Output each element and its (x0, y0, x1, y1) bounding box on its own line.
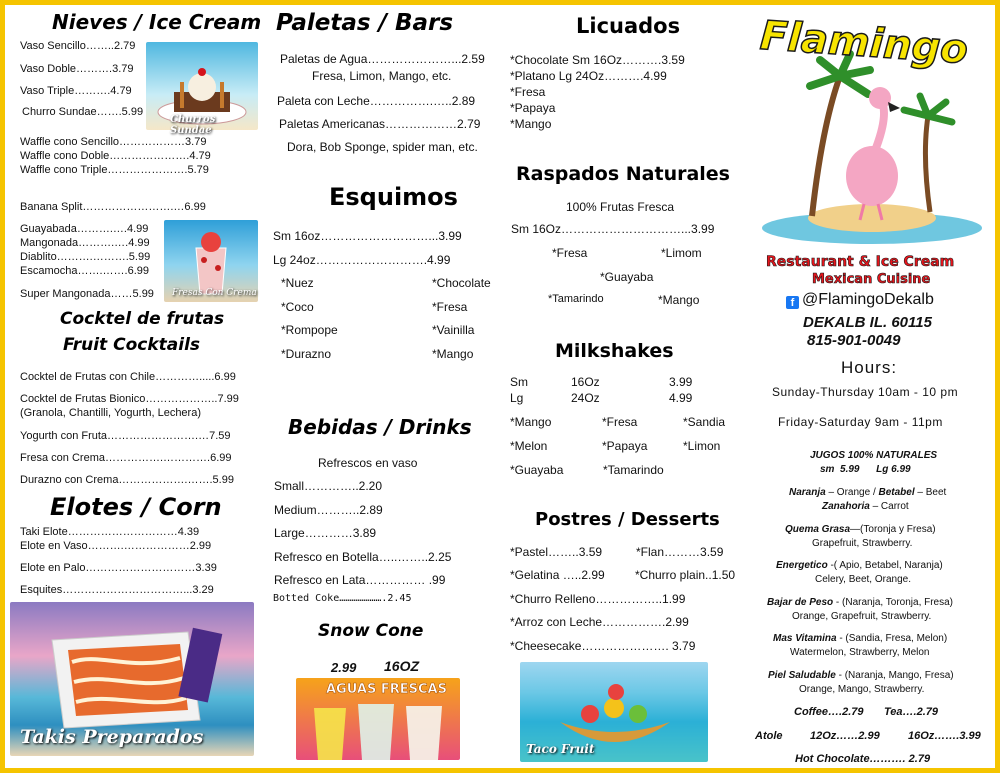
menu-item: Medium………..2.89 (274, 503, 383, 517)
coffee-price: Coffee….2.79 (794, 706, 864, 718)
photo-caption: Fresas Con Crema (172, 288, 257, 298)
menu-item: Sm 16oz………………………...3.99 (273, 229, 462, 243)
menu-item: Fresa con Crema…………….………….6.99 (20, 452, 232, 464)
menu-item: Banana Split…………………….…6.99 (20, 201, 206, 213)
section-title-bebidas: Bebidas / Drinks (288, 415, 472, 439)
section-title-esquimos: Esquimos (329, 183, 458, 211)
flavor-item: *Melon (510, 439, 548, 453)
flavor-item: *Sandia (683, 415, 726, 429)
juice-desc: - (Sandia, Fresa, Melon) (836, 633, 948, 644)
juice-name: Naranja (789, 487, 826, 498)
juice-item (822, 501, 909, 512)
juice-name: Mas Vitamina (773, 633, 837, 644)
takis-preparados-photo (10, 602, 254, 756)
flavor-item: *Papaya (510, 101, 556, 115)
flavor-item: *Rompope (281, 323, 338, 337)
snow-cone-price: 2.99 (331, 660, 357, 675)
menu-item: Paletas de Agua…………………...2.59 (280, 52, 485, 66)
brand-city: DEKALB IL. 60115 (803, 314, 932, 331)
menu-item: Elote en Vaso……….………………2.99 (20, 540, 212, 552)
hours-line: Friday-Saturday 9am - 11pm (778, 415, 943, 429)
brand-tagline: Restaurant & Ice Cream (766, 254, 955, 270)
menu-item-note: Dora, Bob Sponge, spider man, etc. (287, 140, 478, 154)
menu-item: Churro Sundae…….5.99 (22, 106, 144, 118)
juice-desc: – Carrot (869, 501, 909, 512)
juice-item (773, 633, 947, 644)
juice-desc: – Orange / (825, 487, 879, 498)
menu-item: *Flan………3.59 (636, 545, 724, 559)
menu-item: Refresco en Botella…..……..2.25 (274, 550, 452, 564)
flavor-item: *Limon (683, 439, 721, 453)
flavor-item: *Vainilla (432, 323, 475, 337)
menu-item: *Chocolate Sm 16Oz……….3.59 (510, 53, 685, 67)
brand-phone: 815-901-0049 (807, 332, 901, 349)
flavor-item: *Limom (661, 246, 702, 260)
flavor-item: *Guayaba (600, 270, 654, 284)
menu-item: Waffle cono Sencillo………………3.79 (20, 136, 207, 148)
hours-title: Hours: (841, 358, 898, 377)
aguas-frescas-photo (296, 678, 460, 760)
juice-sub: Watermelon, Strawberry, Melon (790, 647, 930, 658)
section-title-licuados: Licuados (576, 14, 681, 38)
brand-logo: Flamingo (758, 12, 970, 74)
snow-cone-size: 16OZ (384, 658, 420, 674)
section-title-milkshakes: Milkshakes (555, 340, 674, 362)
section-subtitle: 100% Frutas Fresca (566, 200, 675, 214)
flavor-item: *Fresa (602, 415, 638, 429)
menu-item: *Gelatina …..2.99 (510, 568, 605, 582)
size-oz: 24Oz (571, 391, 600, 405)
menu-item: Cocktel de Frutas con Chile………….....6.99 (20, 371, 236, 383)
juice-desc: -( Apio, Betabel, Naranja) (827, 560, 943, 571)
juice-desc: - (Naranja, Toronja, Fresa) (833, 597, 954, 608)
menu-item: Small…………..2.20 (274, 479, 383, 493)
juice-item (785, 524, 936, 535)
juice-desc: - (Naranja, Mango, Fresa) (835, 670, 954, 681)
menu-item: Cocktel de Frutas Bionico………………..7.99 (20, 393, 239, 405)
menu-item: Vaso Triple……….4.79 (20, 85, 132, 97)
flavor-item: *Papaya (602, 439, 648, 453)
section-subtitle: Refrescos en vaso (318, 456, 418, 470)
menu-item: Refresco en Lata…………… .99 (274, 573, 446, 587)
atole-label: Atole (755, 730, 783, 742)
menu-item: Elote en Palo…………………………3.39 (20, 562, 217, 574)
flavor-item: *Durazno (281, 347, 332, 361)
size-label: Sm (510, 375, 528, 389)
fresas-con-crema-photo (164, 220, 258, 302)
juice-sub: Orange, Grapefruit, Strawberry. (792, 611, 932, 622)
juice-item (776, 560, 943, 571)
size-label: Lg (510, 391, 524, 405)
section-title-elotes: Elotes / Corn (50, 493, 222, 521)
menu-item: *Platano Lg 24Oz……….4.99 (510, 69, 667, 83)
menu-item: *Churro plain..1.50 (635, 568, 736, 582)
menu-item: Waffle cono Doble………………….4.79 (20, 150, 211, 162)
menu-item: Escamocha…….…….6.99 (20, 265, 149, 277)
tea-price: Tea….2.79 (884, 706, 939, 718)
photo-caption: Taco Fruit (526, 742, 595, 756)
flavor-item: *Chocolate (432, 276, 491, 290)
menu-item-note: Fresa, Limon, Mango, etc. (312, 69, 452, 83)
section-title-postres: Postres / Desserts (535, 509, 720, 530)
menu-item: Lg 24oz……………………….4.99 (273, 253, 451, 267)
size-oz: 16Oz (571, 375, 600, 389)
juice-item (768, 670, 954, 681)
juice-name: Bajar de Peso (767, 597, 834, 608)
menu-item: Super Mangonada……5.99 (20, 288, 154, 300)
photo-caption: AGUAS FRESCAS (326, 682, 447, 697)
juice-item (767, 597, 953, 608)
flavor-item: *Mango (432, 347, 474, 361)
facebook-icon: f (786, 296, 799, 309)
menu-item: Diablito……….……….5.99 (20, 251, 151, 263)
menu-item: Sm 16Oz…………………………...3.99 (511, 222, 715, 236)
size-price: 4.99 (669, 391, 693, 405)
juice-sub: Celery, Beet, Orange. (815, 574, 911, 585)
menu-item: *Cheesecake…………………. 3.79 (510, 639, 696, 653)
taco-fruit-photo (520, 662, 708, 762)
jugos-title: JUGOS 100% NATURALES (810, 450, 938, 461)
juice-desc: – Beet (914, 487, 947, 498)
menu-item: Paleta con Leche…………….…..2.89 (277, 94, 476, 108)
flavor-item: *Mango (510, 415, 552, 429)
juice-name: Zanahoria (822, 501, 870, 512)
menu-item: Guayabada……….….4.99 (20, 223, 149, 235)
menu-item: *Pastel……..3.59 (510, 545, 603, 559)
churros-sundae-photo (146, 42, 258, 136)
section-title-snow-cone: Snow Cone (318, 621, 424, 641)
jugos-prices: sm 5.99 Lg 6.99 (820, 464, 911, 475)
menu-item: Esquites……………………………...3.29 (20, 584, 214, 596)
section-title-cocktel: Cocktel de frutas (60, 309, 225, 329)
juice-sub: Grapefruit, Strawberry. (812, 538, 913, 549)
menu-item: Paletas Americanas………………2.79 (279, 117, 481, 131)
juice-name: Piel Saludable (768, 670, 836, 681)
menu-item: Vaso Doble……….3.79 (20, 63, 134, 75)
juice-name: Betabel (878, 487, 915, 498)
menu-item: Durazno con Crema……………….…….5.99 (20, 474, 234, 486)
flavor-item: *Tamarindo (548, 293, 604, 305)
menu-item: Waffle cono Triple………………….5.79 (20, 164, 209, 176)
flavor-item: *Coco (281, 300, 314, 314)
size-price: 3.99 (669, 375, 693, 389)
flavor-item: *Mango (658, 293, 700, 307)
juice-name: Energetico (776, 560, 828, 571)
flavor-item: *Nuez (281, 276, 314, 290)
flavor-item: *Fresa (510, 85, 546, 99)
menu-item: Botted Coke………………….2.45 (273, 593, 412, 604)
menu-item: Large…………3.89 (274, 526, 377, 540)
section-title-paletas: Paletas / Bars (276, 10, 454, 36)
atole-12oz-price: 12Oz……2.99 (810, 730, 880, 742)
brand-tagline-cuisine: Mexican Cuisine (812, 272, 931, 287)
hours-line: Sunday-Thursday 10am - 10 pm (772, 385, 959, 399)
section-title-nieves: Nieves / Ice Cream (52, 10, 262, 34)
flavor-item: *Fresa (552, 246, 588, 260)
juice-sub: Orange, Mango, Strawberry. (799, 684, 925, 695)
juice-desc: —(Toronja y Fresa) (850, 524, 936, 535)
flavor-item: *Guayaba (510, 463, 564, 477)
photo-caption: Churros Sundae (170, 114, 216, 136)
photo-caption: Takis Preparados (20, 726, 204, 748)
menu-item: *Arroz con Leche…………….2.99 (510, 615, 689, 629)
section-subtitle-cocktel: Fruit Cocktails (63, 335, 201, 355)
juice-item (789, 487, 946, 498)
facebook-handle: @FlamingoDekalb (802, 291, 934, 308)
menu-item: Vaso Sencillo……..2.79 (20, 40, 136, 52)
hot-chocolate-price: Hot Chocolate………. 2.79 (795, 753, 931, 765)
flavor-item: *Fresa (432, 300, 468, 314)
menu-item: Mangonada……….….4.99 (20, 237, 150, 249)
menu-item: (Granola, Chantilli, Yogurth, Lechera) (20, 407, 201, 419)
juice-name: Quema Grasa (785, 524, 851, 535)
menu-item: Yogurth con Fruta…………………….…7.59 (20, 430, 231, 442)
flavor-item: *Mango (510, 117, 552, 131)
section-title-raspados: Raspados Naturales (516, 163, 730, 185)
menu-item: Taki Elote…………………………4.39 (20, 526, 200, 538)
menu-item: *Churro Relleno……………..1.99 (510, 592, 686, 606)
flavor-item: *Tamarindo (603, 463, 664, 477)
atole-16oz-price: 16Oz…….3.99 (908, 730, 981, 742)
